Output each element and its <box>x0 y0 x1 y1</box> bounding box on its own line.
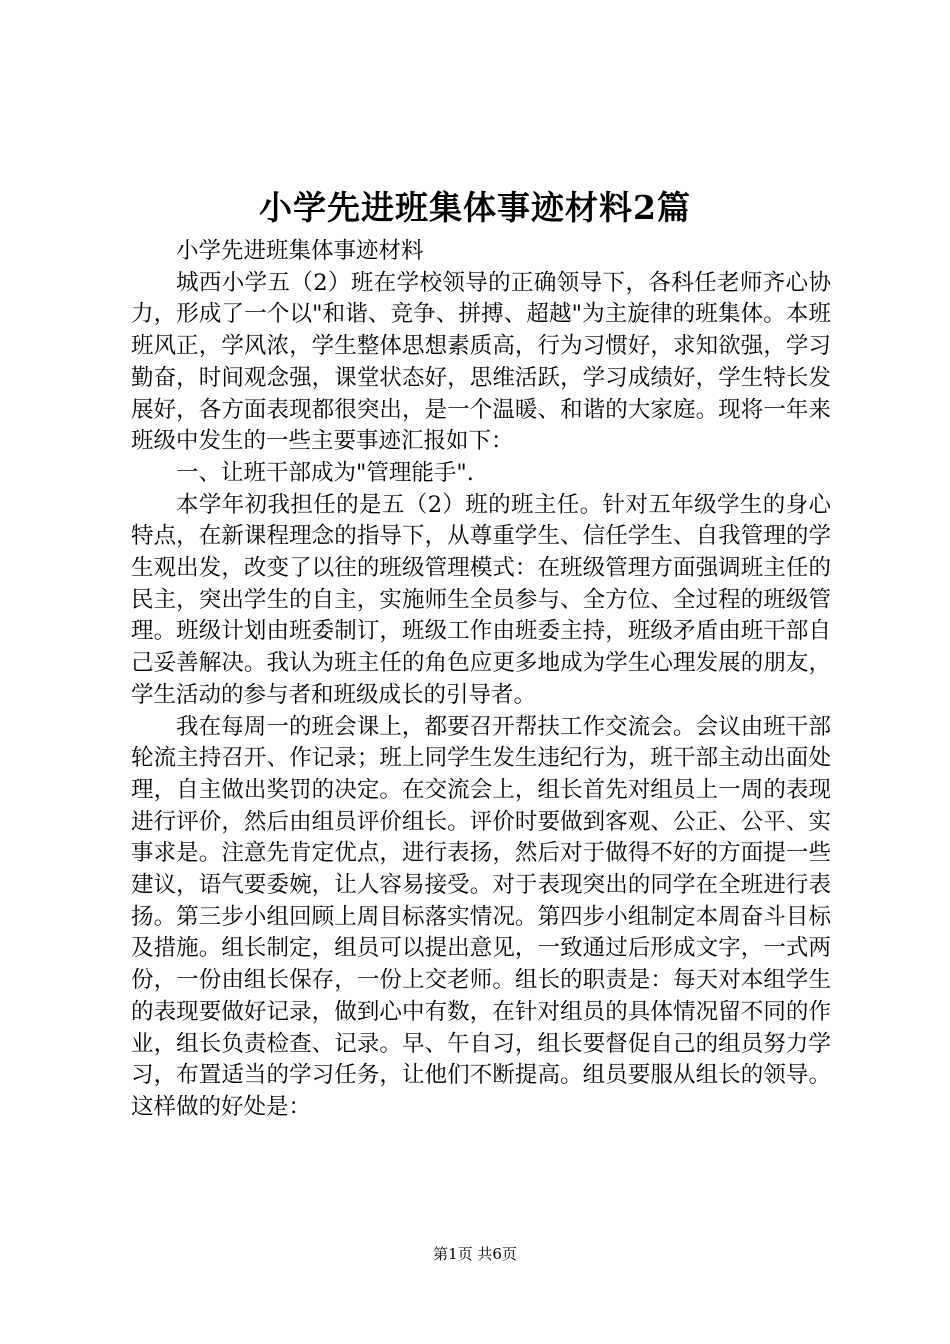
paragraph-subtitle: 小学先进班集体事迹材料 <box>176 238 424 264</box>
paragraph-weekly-meeting: 我在每周一的班会课上，都要召开帮扶工作交流会。会议由班干部轮流主持召开、作记录；班上同学生发生违纪行为，班干部主动出面处理，自主做出奖罚的决定。在交流会上，组长首先对组员上一周的表现进行评价，然后由组员评价组长。评价时要做到客观、公正、公平、实事求是。注意先肯定优点，进行表扬，然后对于做得不好的方面提一些建议，语气要委婉，让人容易接受。对于表现突出的同学在全班进行表扬。第三步小组回顾上周目标落实情况。第四步小组制定本周奋斗目标及措施。组长制定，组员可以提出意见，一致通过后形成文字，一式两份，一份由组长保存，一份上交老师。组长的职责是：每天对本组学生的表现要做好记录，做到心中有数，在针对组员的具体情况留不同的作业，组长负责检查、记录。早、午自习，组长要督促自己的组员努力学习，布置适当的学习任务，让他们不断提高。组员要服从组长的领导。这样做的好处是： <box>131 713 831 1120</box>
section-heading-1: 一、让班干部成为"管理能手". <box>176 459 474 486</box>
paragraph-class-management: 本学年初我担任的是五（2）班的班主任。针对五年级学生的身心特点，在新课程理念的指导下，从尊重学生、信任学生、自我管理的学生观出发，改变了以往的班级管理模式：在班级管理方面强调班主任的民主，突出学生的自主，实施师生全员参与、全方位、全过程的班级管理。班级计划由班委制订，班级工作由班委主持，班级矛盾由班干部自己妥善解决。我认为班主任的角色应更多地成为学生心理发展的朋友，学生活动的参与者和班级成长的引导者。 <box>131 491 831 708</box>
paragraph-intro: 城西小学五（2）班在学校领导的正确领导下，各科任老师齐心协力，形成了一个以"和谐、竞争、拼搏、超越"为主旋律的班集体。本班班风正，学风浓，学生整体思想素质高，行为习惯好，求知欲强，学习勤奋，时间观念强，课堂状态好，思维活跃，学习成绩好，学生特长发展好，各方面表现都很突出，是一个温暖、和谐的大家庭。现将一年来班级中发生的一些主要事迹汇报如下： <box>131 269 831 455</box>
document-title: 小学先进班集体事迹材料2篇 <box>259 188 691 227</box>
page-footer: 第1页 共6页 <box>433 1245 517 1263</box>
document-body <box>131 236 831 1124</box>
